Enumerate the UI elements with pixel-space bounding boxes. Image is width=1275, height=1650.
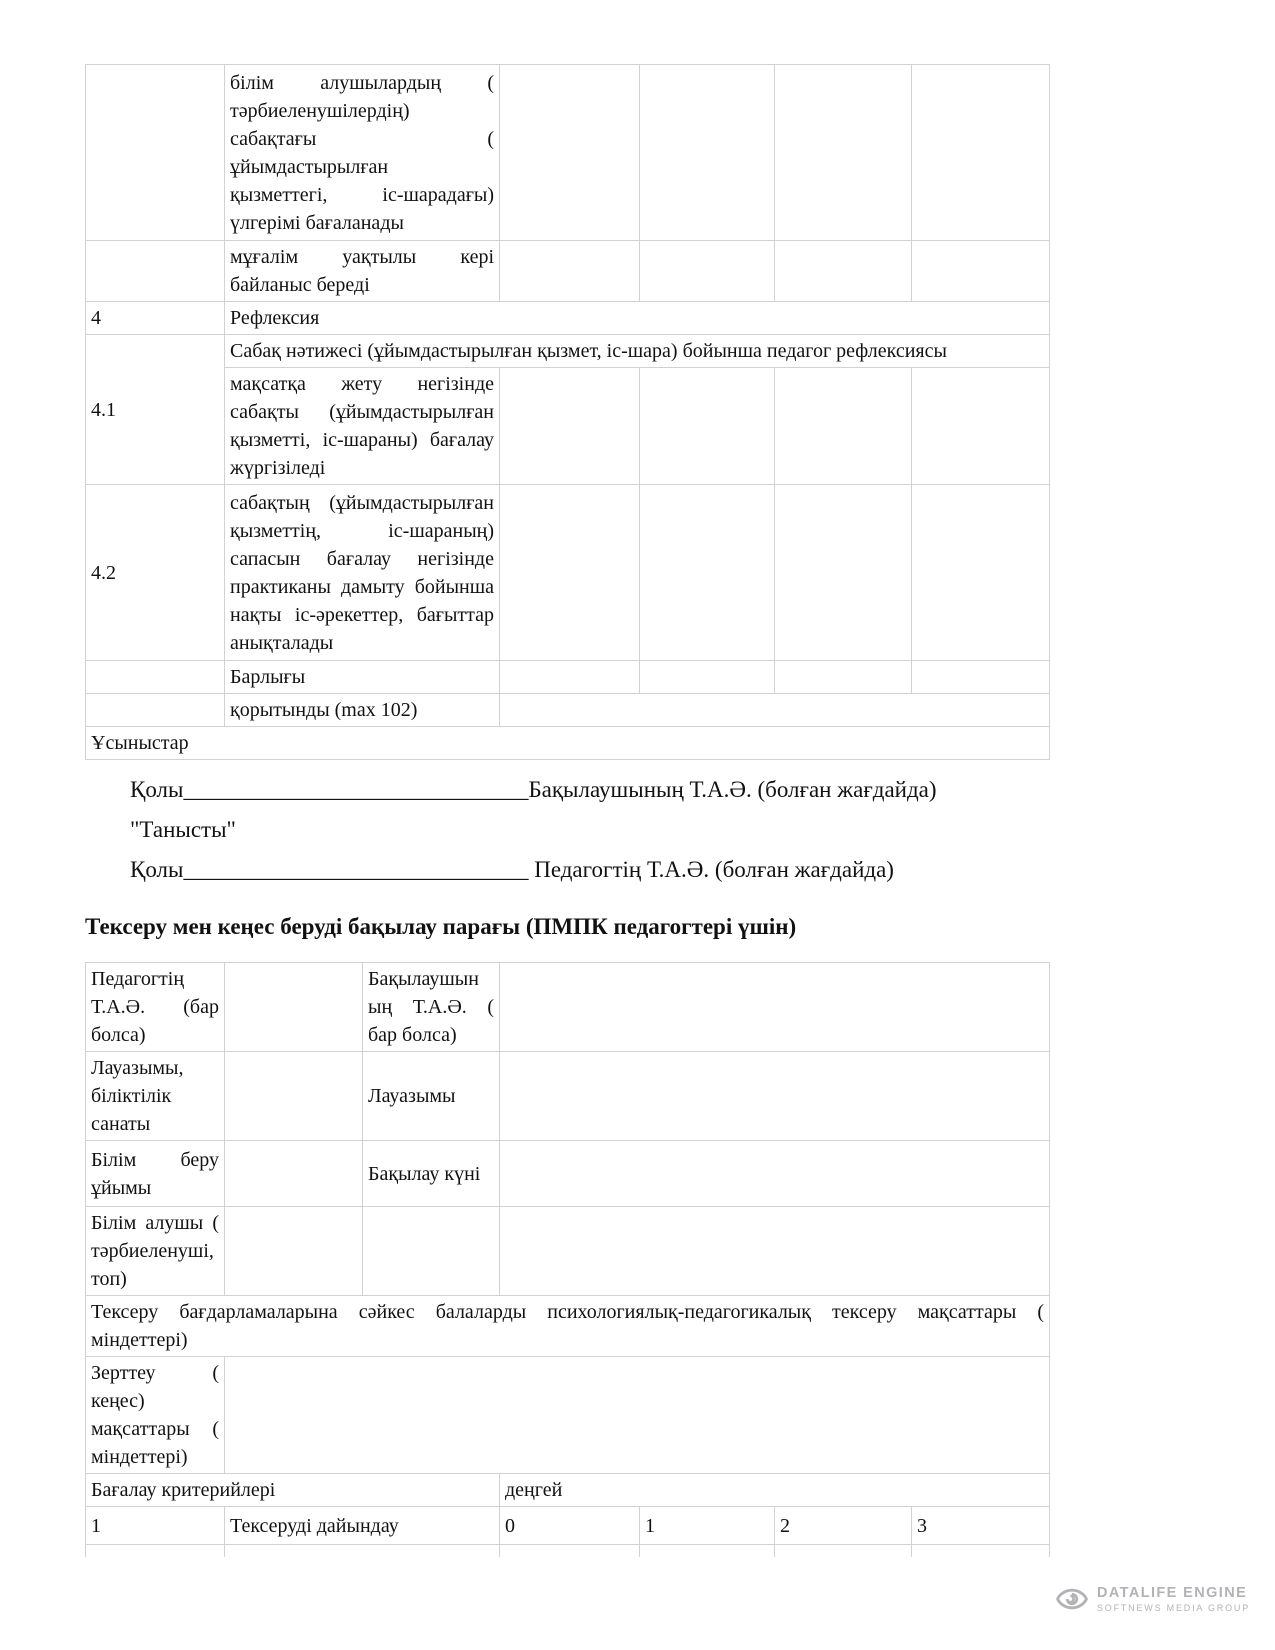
score-cell	[912, 661, 1050, 694]
level-cell: 0	[500, 1507, 640, 1545]
organization-label-cell: Білім беру ұйымы	[86, 1141, 225, 1207]
table-row	[86, 1052, 1050, 1141]
signature-line-teacher: Қолы______________________________ Педагогтің Т.А.Ә. (болған жағдайда)	[130, 857, 894, 882]
student-value-wide-cell	[500, 1207, 1050, 1296]
score-cell	[500, 485, 640, 661]
table-row	[86, 1141, 1050, 1207]
position-value-cell	[500, 1052, 1050, 1141]
position-label-cell: Лауазымы	[363, 1052, 500, 1141]
score-cell	[775, 368, 912, 485]
criterion-number-cell: 4	[86, 302, 225, 335]
score-cell	[500, 368, 640, 485]
student-value-cell	[225, 1207, 363, 1296]
level-cell	[500, 1545, 640, 1557]
datalife-brand: DATALIFE ENGINE	[1096, 1584, 1248, 1601]
total-label-cell: Барлығы	[225, 661, 500, 694]
criterion-number-cell	[86, 241, 225, 302]
criterion-number-cell: 4.2	[86, 485, 225, 661]
section-title: Тексеру мен кеңес беруді бақылау парағы (ПМПК педагогтері үшін)	[85, 914, 797, 939]
acknowledged-label: "Танысты"	[130, 817, 236, 842]
level-cell: 1	[640, 1507, 775, 1545]
suggestions-cell: Ұсыныстар	[86, 727, 1050, 760]
table-row	[86, 1296, 1050, 1357]
score-cell	[775, 485, 912, 661]
criterion-label-cell	[225, 1545, 500, 1557]
summary-row	[86, 694, 1050, 727]
criterion-number-cell	[86, 694, 225, 727]
level-cell	[775, 1545, 912, 1557]
clipped-row	[86, 1545, 1050, 1557]
total-row	[86, 661, 1050, 694]
research-goals-value-cell	[225, 1357, 1050, 1474]
score-cell	[775, 661, 912, 694]
criterion-number-cell: 1	[86, 1507, 225, 1545]
position-category-value-cell	[225, 1052, 363, 1141]
table-row	[86, 963, 1050, 1052]
criteria-row	[86, 1507, 1050, 1545]
score-cell	[640, 485, 775, 661]
score-cell	[912, 485, 1050, 661]
score-cell	[640, 65, 775, 241]
section-row	[86, 302, 1050, 335]
student-label-cell: Білім алушы ( тәрбиеленуші, топ)	[86, 1207, 225, 1296]
datalife-logo-text	[1097, 1585, 1250, 1613]
suggestions-row	[86, 727, 1050, 760]
level-header-cell: деңгей	[500, 1474, 1050, 1507]
criterion-text-cell: мұғалім уақтылы кері байланыс береді	[225, 241, 500, 302]
table-row	[86, 1207, 1050, 1296]
observer-name-value-cell	[500, 963, 1050, 1052]
student-extra-cell	[363, 1207, 500, 1296]
score-cell	[640, 661, 775, 694]
level-cell	[640, 1545, 775, 1557]
datalife-tagline: SOFTNEWS MEDIA GROUP	[1096, 1602, 1250, 1613]
signature-line-observer: Қолы______________________________Бақылаушының Т.А.Ә. (болған жағдайда)	[130, 777, 937, 802]
criterion-number-cell	[86, 1545, 225, 1557]
score-cell	[500, 661, 640, 694]
observation-date-label-cell: Бақылау күні	[363, 1141, 500, 1207]
criteria-header-cell: Бағалау критерийлері	[86, 1474, 500, 1507]
lesson-evaluation-table	[85, 64, 1050, 760]
inspection-observation-table	[85, 962, 1050, 1557]
observer-name-label-cell: Бақылаушын ың Т.А.Ә. ( бар болса)	[363, 963, 500, 1052]
criterion-label-cell: Тексеруді дайындау	[225, 1507, 500, 1545]
score-cell	[912, 368, 1050, 485]
score-cell	[912, 65, 1050, 241]
criterion-text-cell: сабақтың (ұйымдастырылған қызметтің, іс-шараның) сапасын бағалау негізінде практиканы дамыту бойынша нақты іс-әрекеттер, бағыттар анықталады	[225, 485, 500, 661]
criterion-text-cell: білім алушылардың ( тәрбиеленушілердің) сабақтағы ( ұйымдастырылған қызметтегі, іс-шарадағы) үлгерімі бағаланады	[225, 65, 500, 241]
datalife-watermark	[0, 1583, 1275, 1615]
criterion-number-cell: 4.1	[86, 335, 225, 485]
table-row	[86, 1357, 1050, 1474]
subsection-row	[86, 335, 1050, 368]
teacher-name-label-cell: Педагогтің Т.А.Ә. (бар болса)	[86, 963, 225, 1052]
organization-value-cell	[225, 1141, 363, 1207]
summary-label-cell: қорытынды (max 102)	[225, 694, 500, 727]
datalife-eye-icon	[1056, 1583, 1088, 1615]
criterion-number-cell	[86, 65, 225, 241]
level-cell: 2	[775, 1507, 912, 1545]
criterion-number-cell	[86, 661, 225, 694]
observation-date-value-cell	[500, 1141, 1050, 1207]
table-row	[86, 65, 1050, 241]
teacher-name-value-cell	[225, 963, 363, 1052]
score-cell	[775, 65, 912, 241]
level-cell: 3	[912, 1507, 1050, 1545]
subsection-header-cell: Сабақ нәтижесі (ұйымдастырылған қызмет, іс-шара) бойынша педагог рефлексиясы	[225, 335, 1050, 368]
score-cell	[775, 241, 912, 302]
score-cell	[640, 241, 775, 302]
table-row	[86, 485, 1050, 661]
position-category-label-cell: Лауазымы, біліктілік санаты	[86, 1052, 225, 1141]
table-row	[86, 241, 1050, 302]
table-row	[86, 368, 1050, 485]
score-cell	[912, 241, 1050, 302]
research-goals-label-cell: Зерттеу ( кеңес) мақсаттары ( міндеттері)	[86, 1357, 225, 1474]
summary-value-cell	[500, 694, 1050, 727]
criteria-header-row	[86, 1474, 1050, 1507]
score-cell	[500, 65, 640, 241]
inspection-goals-cell: Тексеру бағдарламаларына сәйкес балаларды психологиялық-педагогикалық тексеру мақсаттары ( міндеттері)	[86, 1296, 1050, 1357]
level-cell	[912, 1545, 1050, 1557]
section-label-cell: Рефлексия	[225, 302, 1050, 335]
score-cell	[500, 241, 640, 302]
score-cell	[640, 368, 775, 485]
criterion-text-cell: мақсатқа жету негізінде сабақты (ұйымдастырылған қызметті, іс-шараны) бағалау жүргізіледі	[225, 368, 500, 485]
